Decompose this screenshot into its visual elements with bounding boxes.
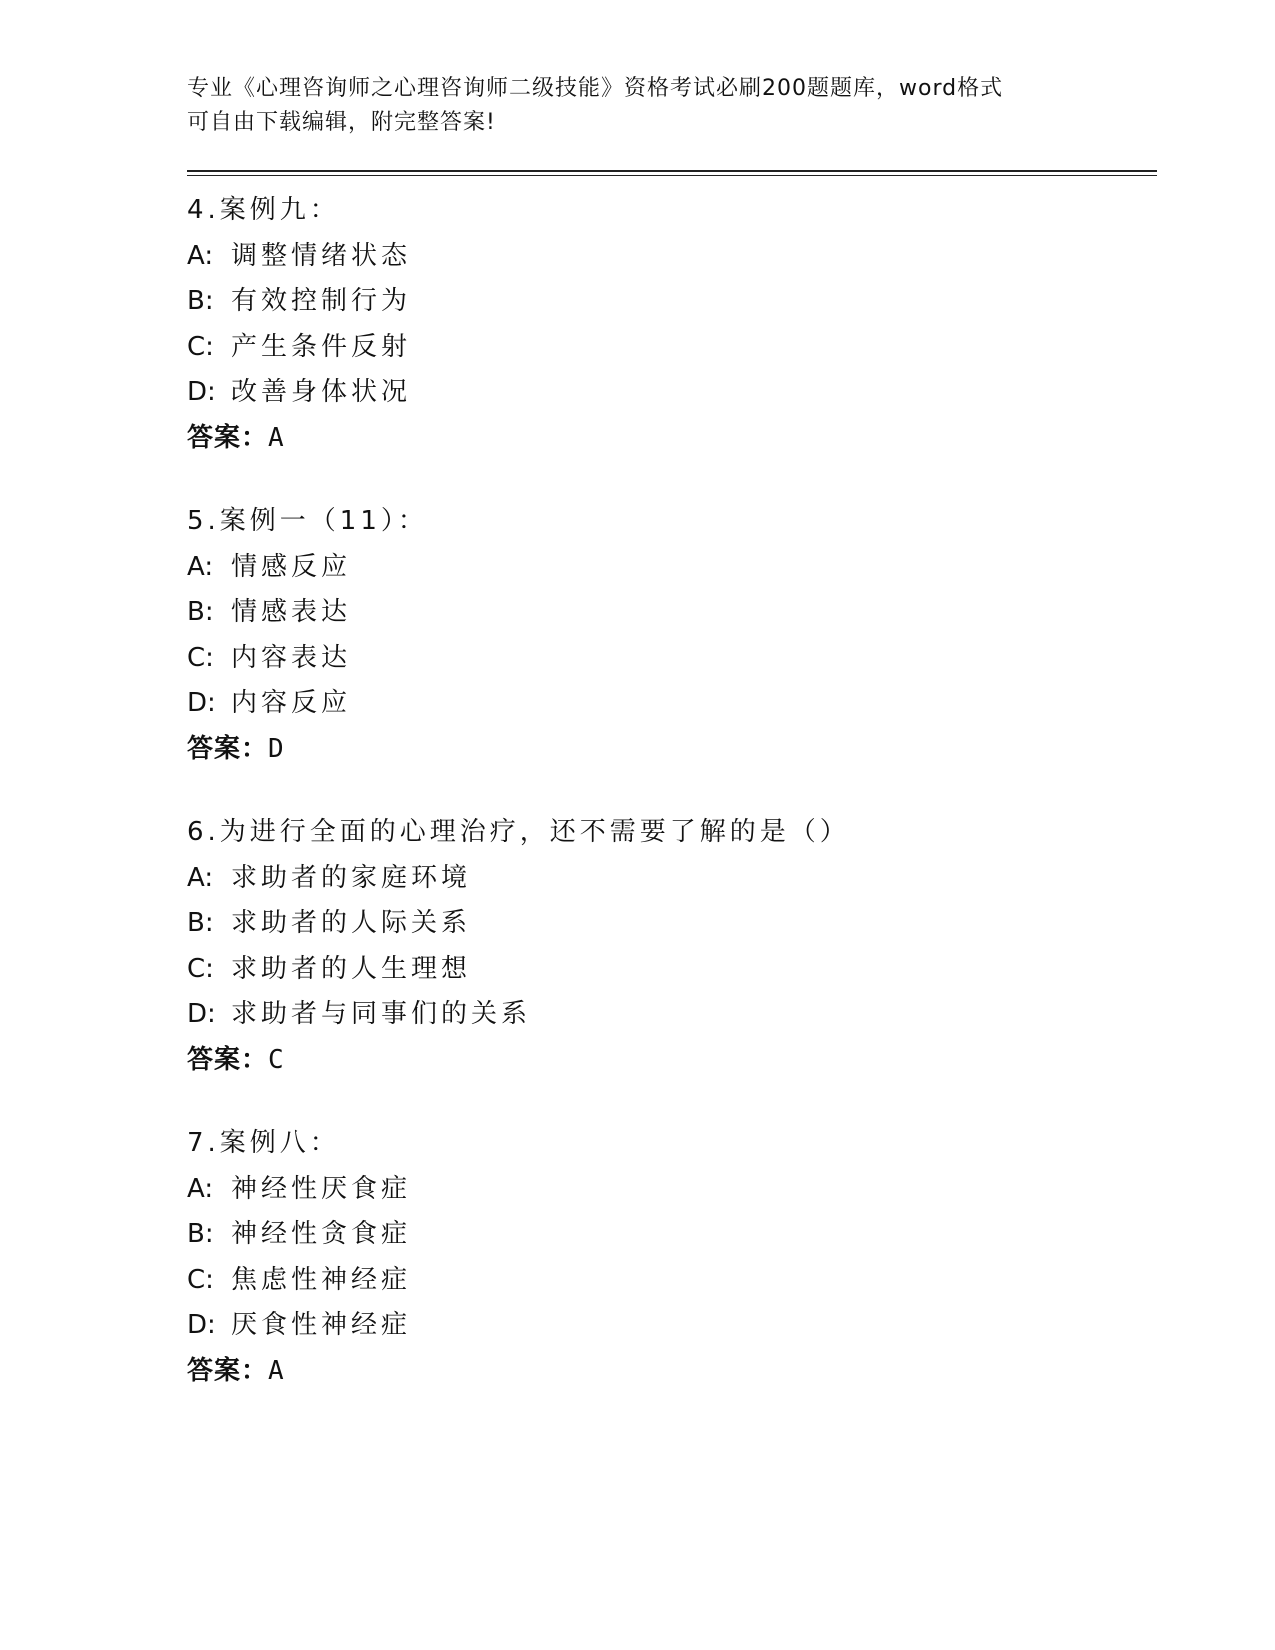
option-letter: C: xyxy=(187,642,214,673)
option-letter: A: xyxy=(187,551,214,582)
option-row xyxy=(187,1303,1157,1349)
option-text: 内容表达 xyxy=(231,642,352,673)
document-header xyxy=(187,72,1157,140)
option-row xyxy=(187,1212,1157,1258)
option-letter: C: xyxy=(187,331,214,362)
option-letter: A: xyxy=(187,1173,214,1204)
option-row xyxy=(187,590,1157,636)
option-text: 焦虑性神经症 xyxy=(231,1264,412,1295)
option-letter: C: xyxy=(187,1264,214,1295)
answer-label: 答案： xyxy=(187,422,269,453)
question-stem: 6.为进行全面的心理治疗，还不需要了解的是（） xyxy=(187,817,850,847)
option-row xyxy=(187,901,1157,947)
option-text: 求助者的人际关系 xyxy=(231,908,472,938)
option-row xyxy=(187,234,1157,280)
option-text: 厌食性神经症 xyxy=(231,1310,412,1340)
option-text: 调整情绪状态 xyxy=(231,240,412,271)
option-row xyxy=(187,636,1157,682)
option-letter: B: xyxy=(187,1219,214,1249)
option-text: 求助者与同事们的关系 xyxy=(231,999,532,1029)
question-list xyxy=(187,188,1157,1394)
answer-label: 答案： xyxy=(187,1355,269,1386)
question-block xyxy=(187,1121,1157,1394)
header-divider xyxy=(187,170,1157,176)
header-line-2: 可自由下载编辑，附完整答案! xyxy=(187,110,496,135)
option-text: 产生条件反射 xyxy=(231,331,412,362)
option-text: 求助者的家庭环境 xyxy=(231,862,472,893)
option-row xyxy=(187,1258,1157,1304)
option-row xyxy=(187,992,1157,1038)
option-row xyxy=(187,545,1157,591)
option-row xyxy=(187,856,1157,902)
option-row xyxy=(187,681,1157,727)
option-text: 神经性贪食症 xyxy=(231,1219,412,1249)
answer-label: 答案： xyxy=(187,1044,269,1075)
option-letter: A: xyxy=(187,240,214,271)
option-text: 神经性厌食症 xyxy=(231,1173,412,1204)
option-row xyxy=(187,325,1157,371)
option-row xyxy=(187,1167,1157,1213)
option-text: 有效控制行为 xyxy=(231,286,412,316)
option-letter: A: xyxy=(187,862,214,893)
answer-value: A xyxy=(268,422,284,453)
option-letter: B: xyxy=(187,597,214,627)
answer-value: C xyxy=(268,1044,284,1075)
question-block xyxy=(187,810,1157,1083)
question-block xyxy=(187,499,1157,772)
option-text: 情感反应 xyxy=(231,551,352,582)
question-block xyxy=(187,188,1157,461)
option-row xyxy=(187,370,1157,416)
question-stem: 7.案例八： xyxy=(187,1128,340,1158)
option-letter: D: xyxy=(187,999,216,1029)
option-letter: B: xyxy=(187,286,214,316)
answer-value: D xyxy=(268,733,284,764)
option-letter: D: xyxy=(187,1310,216,1340)
answer-line xyxy=(187,416,1157,462)
answer-label: 答案： xyxy=(187,733,269,764)
answer-line xyxy=(187,1349,1157,1395)
document-page xyxy=(187,72,1157,1394)
question-stem: 5.案例一（11）： xyxy=(187,506,428,536)
option-text: 情感表达 xyxy=(231,597,352,627)
option-letter: D: xyxy=(187,688,216,718)
question-stem: 4.案例九： xyxy=(187,195,340,225)
header-line-1: 专业《心理咨询师之心理咨询师二级技能》资格考试必刷200题题库，word格式 xyxy=(187,76,1004,101)
option-text: 内容反应 xyxy=(231,688,352,718)
option-letter: C: xyxy=(187,953,214,984)
option-row xyxy=(187,947,1157,993)
answer-line xyxy=(187,1038,1157,1084)
answer-value: A xyxy=(268,1355,284,1386)
option-text: 求助者的人生理想 xyxy=(231,953,472,984)
answer-line xyxy=(187,727,1157,773)
option-row xyxy=(187,279,1157,325)
option-text: 改善身体状况 xyxy=(231,377,412,407)
option-letter: B: xyxy=(187,908,214,938)
option-letter: D: xyxy=(187,377,216,407)
